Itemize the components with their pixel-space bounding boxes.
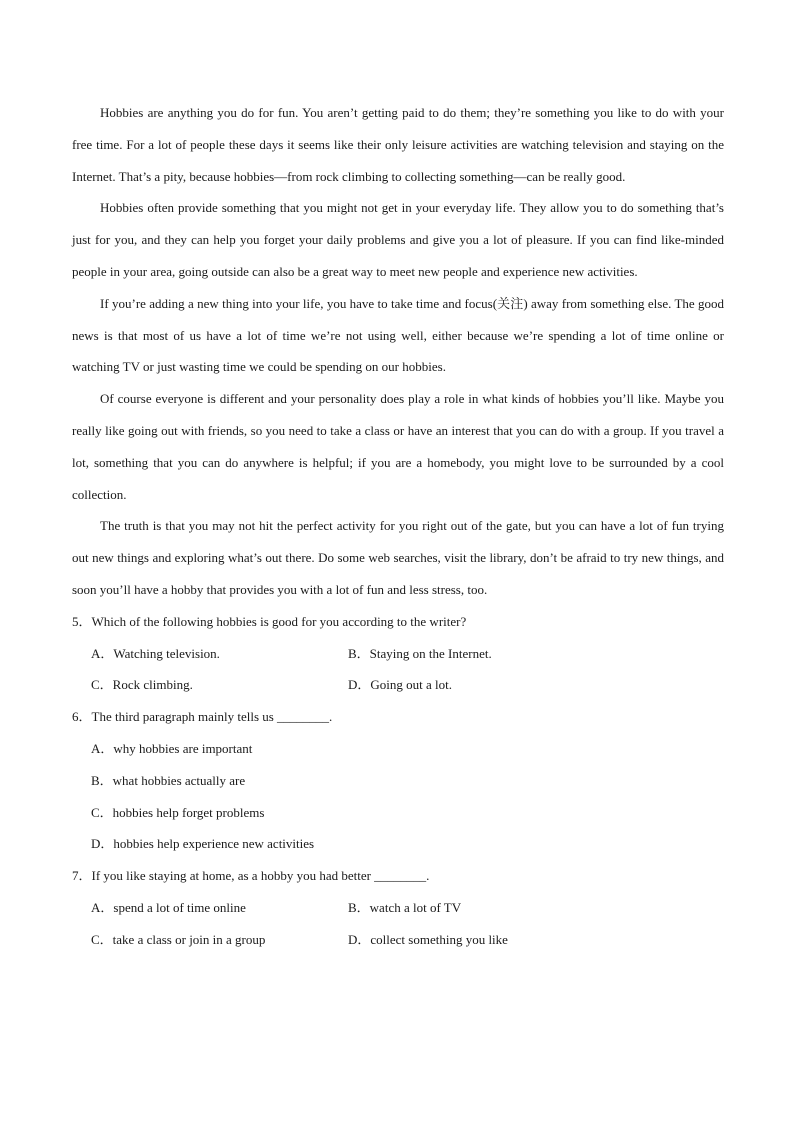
- question-5-option-b[interactable]: B．Staying on the Internet.: [348, 645, 492, 661]
- question-6-option-a[interactable]: A．why hobbies are important: [91, 740, 253, 756]
- question-7-option-c[interactable]: C．take a class or join in a group: [91, 931, 266, 947]
- question-7-option-a[interactable]: A．spend a lot of time online: [91, 899, 246, 915]
- question-6: [72, 701, 724, 860]
- question-7-options-row-1: [72, 892, 724, 924]
- question-6-option-d[interactable]: D．hobbies help experience new activities: [91, 836, 315, 852]
- question-7-option-d[interactable]: D．collect something you like: [348, 931, 508, 947]
- question-5-options-row-2: [72, 669, 724, 701]
- question-7-option-b[interactable]: B．watch a lot of TV: [348, 899, 462, 915]
- passage-paragraph-5: The truth is that you may not hit the perfect activity for you right out of the gate, but you can have a lot of fun trying out new things and exploring what’s out there. Do some web searches, visit the library, don’t be afraid to try new things, and soon you’ll have a hobby that provides you with a lot of fun and less stress, too.: [72, 518, 724, 597]
- question-5-option-d[interactable]: D．Going out a lot.: [348, 677, 452, 693]
- worksheet-page: [72, 97, 724, 956]
- passage-paragraph-4: Of course everyone is different and your personality does play a role in what kinds of hobbies you’ll like. Maybe you really like going out with friends, so you need to take a class or have an interest that you can do with a group. If you travel a lot, something that you can do anywhere is helpful; if you are a homebody, you might love to be surrounded by a cool collection.: [72, 391, 724, 502]
- question-5: [72, 606, 724, 701]
- question-5-options-row-1: [72, 638, 724, 670]
- question-6-option-b[interactable]: B．what hobbies actually are: [91, 772, 246, 788]
- passage-paragraph-3: If you’re adding a new thing into your life, you have to take time and focus(关注) away from something else. The good news is that most of us have a lot of time we’re not using well, either because we’re spending a lot of time online or watching TV or just wasting time we could be spending on our hobbies.: [72, 295, 724, 375]
- question-7-stem: 7．If you like staying at home, as a hobby you had better ________.: [72, 868, 430, 884]
- question-5-option-a[interactable]: A．Watching television.: [91, 645, 220, 661]
- question-5-option-c[interactable]: C．Rock climbing.: [91, 677, 193, 693]
- passage-paragraph-1: Hobbies are anything you do for fun. You aren’t getting paid to do them; they’re something you like to do with your free time. For a lot of people these days it seems like their only leisure activities are watching television and staying on the Internet. That’s a pity, because hobbies—from rock climbing to collecting something—can be really good.: [72, 105, 724, 184]
- question-6-option-c[interactable]: C．hobbies help forget problems: [91, 804, 265, 820]
- question-5-stem: 5．Which of the following hobbies is good for you according to the writer?: [72, 613, 467, 629]
- question-7-options-row-2: [72, 924, 724, 956]
- question-6-stem: 6．The third paragraph mainly tells us ________.: [72, 709, 333, 725]
- question-7: [72, 860, 724, 955]
- passage-paragraph-2: Hobbies often provide something that you might not get in your everyday life. They allow you to do something that’s just for you, and they can help you forget your daily problems and give you a lot of pleasure. If you can find like-minded people in your area, going outside can also be a great way to meet new people and experience new activities.: [72, 200, 724, 279]
